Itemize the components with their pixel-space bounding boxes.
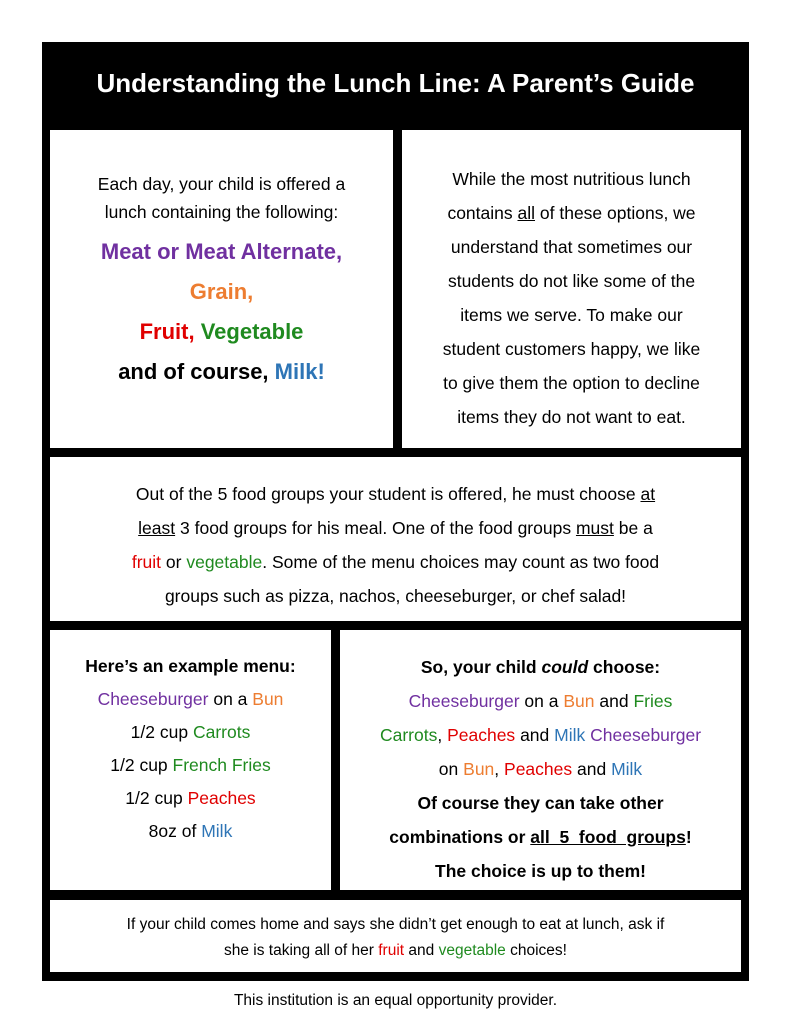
choice-cheeseburger: Cheeseburger: [408, 691, 520, 711]
choice-bold-line-2: [340, 820, 741, 854]
note-line-8: items they do not want to eat.: [457, 407, 686, 427]
rules-text: . Some of the menu choices may count as two food: [262, 552, 660, 572]
choice-text: !: [685, 827, 692, 847]
choice-text: on: [438, 759, 459, 779]
note-line-5: items we serve. To make our: [460, 305, 683, 325]
menu-text: 1/2 cup: [125, 788, 183, 808]
note-line-3: understand that sometimes our: [450, 237, 693, 257]
tip-vegetable: vegetable: [438, 942, 506, 959]
choice-milk: Milk: [611, 759, 643, 779]
choice-line-3: [340, 752, 741, 786]
note-line-2: [402, 196, 741, 230]
choice-text: and: [520, 725, 550, 745]
choice-bold-line-3: The choice is up to them!: [435, 861, 646, 881]
note-text: of these options, we: [539, 203, 696, 223]
tip-box: [50, 900, 741, 972]
menu-carrots: Carrots: [192, 722, 251, 742]
tip-line-2: [50, 938, 741, 964]
fruit-vegetable-line: [50, 312, 393, 352]
rules-line-2: [50, 511, 741, 545]
note-line-7: to give them the option to decline: [443, 373, 700, 393]
rules-vegetable: vegetable: [186, 552, 263, 572]
intro-line-2: lunch containing the following:: [104, 202, 339, 222]
tip-text: and: [408, 942, 435, 959]
rules-line-1: [50, 477, 741, 511]
choice-line-1: [340, 684, 741, 718]
menu-item-3: [50, 749, 331, 782]
menu-text: 1/2 cup: [130, 722, 189, 742]
choice-text: choose:: [593, 657, 661, 677]
choice-fries: Fries: [633, 691, 673, 711]
tip-fruit: fruit: [378, 942, 405, 959]
tip-text: choices!: [510, 942, 567, 959]
tip-text: she is taking all of her: [224, 942, 374, 959]
note-line-4: students do not like some of the: [447, 271, 696, 291]
choice-text: So, your child: [420, 657, 537, 677]
menu-item-1: [50, 683, 331, 716]
footer-statement: This institution is an equal opportunity provider.: [233, 992, 558, 1009]
choice-cheeseburger: Cheeseburger: [590, 725, 702, 745]
choice-example-box: [340, 630, 741, 890]
example-menu-heading: Here’s an example menu:: [85, 656, 296, 676]
choice-text: ,: [437, 725, 448, 745]
choice-line-2: [340, 718, 741, 752]
choice-carrots: Carrots: [379, 725, 438, 745]
menu-item-5: [50, 815, 331, 848]
menu-text: 8oz of: [148, 821, 197, 841]
example-menu-box: [50, 630, 331, 890]
choice-bun: Bun: [463, 759, 495, 779]
page-title: Understanding the Lunch Line: A Parent’s Guide: [96, 67, 695, 98]
choice-peaches: Peaches: [447, 725, 516, 745]
offered-items-box: [50, 130, 393, 448]
rules-text: be a: [618, 518, 653, 538]
rules-line-4: groups such as pizza, nachos, cheeseburger, or chef salad!: [164, 586, 627, 606]
menu-peaches: Peaches: [187, 788, 256, 808]
choice-heading: [340, 650, 741, 684]
menu-item-4: [50, 782, 331, 815]
choice-all-groups: all 5 food groups: [530, 827, 686, 847]
note-underline-all: all: [517, 203, 536, 223]
choice-bold-line-1: Of course they can take other: [417, 793, 664, 813]
tip-line-1: If your child comes home and says she didn’t get enough to eat at lunch, ask if: [126, 916, 665, 933]
choice-bun: Bun: [563, 691, 595, 711]
meat-label: Meat or Meat Alternate,: [100, 239, 343, 264]
milk-label: Milk!: [274, 359, 325, 384]
menu-item-2: [50, 716, 331, 749]
note-line-6: student customers happy, we like: [442, 339, 701, 359]
menu-text: 1/2 cup: [110, 755, 168, 775]
rules-underline-at: at: [640, 484, 656, 504]
milk-line: [50, 352, 393, 392]
menu-text: on a: [213, 689, 248, 709]
rules-underline-least: least: [138, 518, 176, 538]
rules-underline-must: must: [575, 518, 614, 538]
rules-fruit: fruit: [131, 552, 162, 572]
nutrition-note-box: [402, 130, 741, 448]
choice-could: could: [541, 657, 589, 677]
choice-text: and: [599, 691, 629, 711]
rules-text: 3 food groups for his meal. One of the food groups: [180, 518, 572, 538]
rules-text: or: [165, 552, 182, 572]
vegetable-label: Vegetable: [200, 319, 304, 344]
rules-text: Out of the 5 food groups your student is offered, he must choose: [135, 484, 636, 504]
intro-line-1: Each day, your child is offered a: [97, 174, 346, 194]
guide-frame: [42, 42, 749, 981]
menu-fries: French Fries: [172, 755, 271, 775]
rules-line-3: [50, 545, 741, 579]
note-text: contains: [447, 203, 513, 223]
grain-label: Grain,: [189, 279, 254, 304]
note-line-1: While the most nutritious lunch: [452, 169, 691, 189]
food-group-rules-box: [50, 457, 741, 621]
choice-text: combinations or: [389, 827, 526, 847]
fruit-label: Fruit,: [139, 319, 195, 344]
choice-text: on a: [524, 691, 559, 711]
choice-text: ,: [494, 759, 505, 779]
choice-milk: Milk: [554, 725, 586, 745]
milk-prefix: and of course,: [118, 359, 269, 384]
menu-bun: Bun: [252, 689, 284, 709]
choice-peaches: Peaches: [504, 759, 573, 779]
menu-cheeseburger: Cheeseburger: [97, 689, 209, 709]
menu-milk: Milk: [201, 821, 233, 841]
choice-text: and: [577, 759, 607, 779]
